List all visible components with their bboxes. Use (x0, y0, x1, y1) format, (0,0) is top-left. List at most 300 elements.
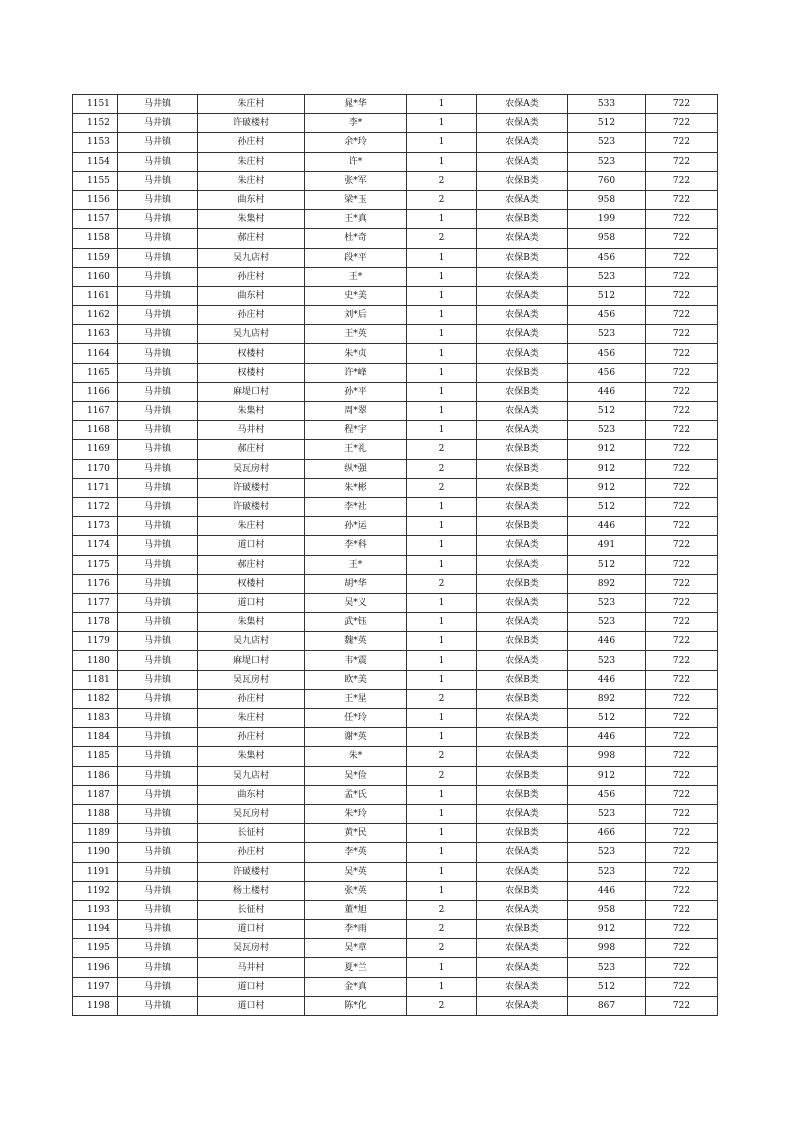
household-count-cell: 1 (407, 843, 477, 862)
row-number-cell: 1154 (73, 152, 118, 171)
insurance-type-cell: 农保B类 (477, 459, 568, 478)
village-cell: 权楼村 (198, 363, 305, 382)
row-number-cell: 1183 (73, 709, 118, 728)
amount-cell: 533 (568, 95, 646, 114)
row-number-cell: 1197 (73, 977, 118, 996)
row-number-cell: 1198 (73, 996, 118, 1015)
insurance-type-cell: 农保A类 (477, 421, 568, 440)
household-count-cell: 1 (407, 95, 477, 114)
household-count-cell: 2 (407, 229, 477, 248)
amount-cell: 523 (568, 152, 646, 171)
row-number-cell: 1193 (73, 900, 118, 919)
village-cell: 道口村 (198, 536, 305, 555)
township-cell: 马井镇 (118, 114, 198, 133)
village-cell: 麻堤口村 (198, 382, 305, 401)
village-cell: 朱集村 (198, 210, 305, 229)
insurance-type-cell: 农保B类 (477, 728, 568, 747)
table-row (73, 632, 718, 651)
township-cell: 马井镇 (118, 728, 198, 747)
name-cell: 张*英 (305, 881, 407, 900)
insurance-type-cell: 农保A类 (477, 555, 568, 574)
row-number-cell: 1182 (73, 689, 118, 708)
name-cell: 吴*英 (305, 862, 407, 881)
table-row (73, 497, 718, 516)
table-row (73, 613, 718, 632)
name-cell: 陈*化 (305, 996, 407, 1015)
name-cell: 周*翠 (305, 402, 407, 421)
township-cell: 马井镇 (118, 766, 198, 785)
insurance-type-cell: 农保B类 (477, 248, 568, 267)
insurance-type-cell: 农保B类 (477, 824, 568, 843)
table-row (73, 728, 718, 747)
household-count-cell: 1 (407, 267, 477, 286)
household-count-cell: 1 (407, 555, 477, 574)
amount-cell: 912 (568, 920, 646, 939)
name-cell: 胡*华 (305, 574, 407, 593)
table-row (73, 286, 718, 305)
table-row (73, 171, 718, 190)
amount-cell: 512 (568, 402, 646, 421)
insurance-type-cell: 农保A类 (477, 536, 568, 555)
village-cell: 孙庄村 (198, 133, 305, 152)
row-number-cell: 1196 (73, 958, 118, 977)
township-cell: 马井镇 (118, 95, 198, 114)
village-cell: 道口村 (198, 996, 305, 1015)
table-row (73, 785, 718, 804)
township-cell: 马井镇 (118, 171, 198, 190)
township-cell: 马井镇 (118, 862, 198, 881)
standard-cell: 722 (646, 939, 718, 958)
table-row (73, 747, 718, 766)
village-cell: 马井村 (198, 958, 305, 977)
amount-cell: 958 (568, 229, 646, 248)
village-cell: 孙庄村 (198, 843, 305, 862)
row-number-cell: 1168 (73, 421, 118, 440)
standard-cell: 722 (646, 229, 718, 248)
insurance-type-cell: 农保B类 (477, 766, 568, 785)
township-cell: 马井镇 (118, 574, 198, 593)
village-cell: 郝庄村 (198, 229, 305, 248)
amount-cell: 523 (568, 593, 646, 612)
household-count-cell: 1 (407, 593, 477, 612)
township-cell: 马井镇 (118, 478, 198, 497)
household-count-cell: 2 (407, 478, 477, 497)
township-cell: 马井镇 (118, 286, 198, 305)
household-count-cell: 2 (407, 190, 477, 209)
standard-cell: 722 (646, 824, 718, 843)
standard-cell: 722 (646, 613, 718, 632)
household-count-cell: 1 (407, 114, 477, 133)
row-number-cell: 1175 (73, 555, 118, 574)
standard-cell: 722 (646, 920, 718, 939)
name-cell: 晁*华 (305, 95, 407, 114)
standard-cell: 722 (646, 747, 718, 766)
row-number-cell: 1152 (73, 114, 118, 133)
township-cell: 马井镇 (118, 421, 198, 440)
insurance-type-cell: 农保B类 (477, 440, 568, 459)
insurance-type-cell: 农保A类 (477, 709, 568, 728)
standard-cell: 722 (646, 421, 718, 440)
standard-cell: 722 (646, 785, 718, 804)
name-cell: 王* (305, 555, 407, 574)
standard-cell: 722 (646, 325, 718, 344)
township-cell: 马井镇 (118, 210, 198, 229)
insurance-type-cell: 农保B类 (477, 920, 568, 939)
row-number-cell: 1163 (73, 325, 118, 344)
row-number-cell: 1180 (73, 651, 118, 670)
row-number-cell: 1172 (73, 497, 118, 516)
row-number-cell: 1192 (73, 881, 118, 900)
township-cell: 马井镇 (118, 670, 198, 689)
name-cell: 史*美 (305, 286, 407, 305)
standard-cell: 722 (646, 190, 718, 209)
amount-cell: 446 (568, 670, 646, 689)
insurance-type-cell: 农保A类 (477, 152, 568, 171)
household-count-cell: 1 (407, 306, 477, 325)
row-number-cell: 1174 (73, 536, 118, 555)
township-cell: 马井镇 (118, 536, 198, 555)
name-cell: 王*英 (305, 325, 407, 344)
household-count-cell: 1 (407, 402, 477, 421)
standard-cell: 722 (646, 459, 718, 478)
household-count-cell: 1 (407, 421, 477, 440)
name-cell: 王*星 (305, 689, 407, 708)
amount-cell: 998 (568, 747, 646, 766)
insurance-type-cell: 农保A类 (477, 497, 568, 516)
table-row (73, 804, 718, 823)
household-count-cell: 1 (407, 536, 477, 555)
name-cell: 朱*玲 (305, 804, 407, 823)
row-number-cell: 1167 (73, 402, 118, 421)
village-cell: 曲东村 (198, 785, 305, 804)
row-number-cell: 1157 (73, 210, 118, 229)
name-cell: 段*平 (305, 248, 407, 267)
insurance-type-cell: 农保A类 (477, 114, 568, 133)
household-count-cell: 1 (407, 248, 477, 267)
standard-cell: 722 (646, 536, 718, 555)
row-number-cell: 1188 (73, 804, 118, 823)
standard-cell: 722 (646, 689, 718, 708)
household-count-cell: 2 (407, 939, 477, 958)
township-cell: 马井镇 (118, 267, 198, 286)
standard-cell: 722 (646, 804, 718, 823)
row-number-cell: 1178 (73, 613, 118, 632)
amount-cell: 523 (568, 613, 646, 632)
table-row (73, 881, 718, 900)
row-number-cell: 1151 (73, 95, 118, 114)
standard-cell: 722 (646, 306, 718, 325)
name-cell: 韦*震 (305, 651, 407, 670)
household-count-cell: 1 (407, 958, 477, 977)
household-count-cell: 1 (407, 651, 477, 670)
table-row (73, 977, 718, 996)
township-cell: 马井镇 (118, 593, 198, 612)
records-table (72, 94, 718, 1016)
township-cell: 马井镇 (118, 325, 198, 344)
household-count-cell: 2 (407, 996, 477, 1015)
row-number-cell: 1187 (73, 785, 118, 804)
row-number-cell: 1156 (73, 190, 118, 209)
amount-cell: 892 (568, 689, 646, 708)
household-count-cell: 1 (407, 133, 477, 152)
amount-cell: 912 (568, 459, 646, 478)
row-number-cell: 1194 (73, 920, 118, 939)
township-cell: 马井镇 (118, 497, 198, 516)
village-cell: 长征村 (198, 900, 305, 919)
name-cell: 欧*美 (305, 670, 407, 689)
township-cell: 马井镇 (118, 900, 198, 919)
row-number-cell: 1165 (73, 363, 118, 382)
township-cell: 马井镇 (118, 517, 198, 536)
township-cell: 马井镇 (118, 363, 198, 382)
township-cell: 马井镇 (118, 920, 198, 939)
amount-cell: 523 (568, 267, 646, 286)
name-cell: 孟*氏 (305, 785, 407, 804)
standard-cell: 722 (646, 133, 718, 152)
insurance-type-cell: 农保A类 (477, 402, 568, 421)
amount-cell: 512 (568, 286, 646, 305)
table-row (73, 824, 718, 843)
village-cell: 许破楼村 (198, 478, 305, 497)
amount-cell: 512 (568, 709, 646, 728)
amount-cell: 491 (568, 536, 646, 555)
table-row (73, 114, 718, 133)
row-number-cell: 1160 (73, 267, 118, 286)
household-count-cell: 2 (407, 920, 477, 939)
village-cell: 曲东村 (198, 286, 305, 305)
household-count-cell: 1 (407, 670, 477, 689)
insurance-type-cell: 农保A类 (477, 286, 568, 305)
township-cell: 马井镇 (118, 939, 198, 958)
table-row (73, 670, 718, 689)
amount-cell: 912 (568, 766, 646, 785)
insurance-type-cell: 农保B类 (477, 632, 568, 651)
household-count-cell: 1 (407, 517, 477, 536)
insurance-type-cell: 农保A类 (477, 747, 568, 766)
village-cell: 郝庄村 (198, 440, 305, 459)
village-cell: 许破楼村 (198, 114, 305, 133)
insurance-type-cell: 农保B类 (477, 363, 568, 382)
amount-cell: 512 (568, 497, 646, 516)
name-cell: 李*雨 (305, 920, 407, 939)
household-count-cell: 2 (407, 440, 477, 459)
household-count-cell: 2 (407, 900, 477, 919)
name-cell: 王*真 (305, 210, 407, 229)
township-cell: 马井镇 (118, 843, 198, 862)
village-cell: 权楼村 (198, 574, 305, 593)
insurance-type-cell: 农保A类 (477, 977, 568, 996)
township-cell: 马井镇 (118, 152, 198, 171)
amount-cell: 512 (568, 555, 646, 574)
amount-cell: 523 (568, 421, 646, 440)
table-row (73, 306, 718, 325)
household-count-cell: 1 (407, 344, 477, 363)
household-count-cell: 1 (407, 382, 477, 401)
table-row (73, 593, 718, 612)
name-cell: 杜*奇 (305, 229, 407, 248)
insurance-type-cell: 农保A类 (477, 958, 568, 977)
row-number-cell: 1191 (73, 862, 118, 881)
township-cell: 马井镇 (118, 689, 198, 708)
table-row (73, 517, 718, 536)
township-cell: 马井镇 (118, 440, 198, 459)
township-cell: 马井镇 (118, 632, 198, 651)
household-count-cell: 1 (407, 632, 477, 651)
standard-cell: 722 (646, 593, 718, 612)
amount-cell: 446 (568, 517, 646, 536)
village-cell: 朱集村 (198, 402, 305, 421)
village-cell: 许破楼村 (198, 862, 305, 881)
amount-cell: 512 (568, 114, 646, 133)
household-count-cell: 1 (407, 152, 477, 171)
insurance-type-cell: 农保A类 (477, 651, 568, 670)
township-cell: 马井镇 (118, 977, 198, 996)
village-cell: 朱庄村 (198, 517, 305, 536)
township-cell: 马井镇 (118, 248, 198, 267)
insurance-type-cell: 农保A类 (477, 229, 568, 248)
standard-cell: 722 (646, 517, 718, 536)
row-number-cell: 1190 (73, 843, 118, 862)
name-cell: 程*宇 (305, 421, 407, 440)
amount-cell: 523 (568, 958, 646, 977)
standard-cell: 722 (646, 977, 718, 996)
township-cell: 马井镇 (118, 459, 198, 478)
standard-cell: 722 (646, 478, 718, 497)
insurance-type-cell: 农保B类 (477, 210, 568, 229)
household-count-cell: 1 (407, 728, 477, 747)
insurance-type-cell: 农保A类 (477, 133, 568, 152)
household-count-cell: 2 (407, 574, 477, 593)
name-cell: 许* (305, 152, 407, 171)
row-number-cell: 1159 (73, 248, 118, 267)
table-row (73, 229, 718, 248)
household-count-cell: 1 (407, 881, 477, 900)
amount-cell: 523 (568, 133, 646, 152)
amount-cell: 760 (568, 171, 646, 190)
township-cell: 马井镇 (118, 824, 198, 843)
standard-cell: 722 (646, 382, 718, 401)
amount-cell: 456 (568, 344, 646, 363)
village-cell: 道口村 (198, 920, 305, 939)
table-row (73, 766, 718, 785)
insurance-type-cell: 农保B类 (477, 689, 568, 708)
name-cell: 吴*俭 (305, 766, 407, 785)
name-cell: 任*玲 (305, 709, 407, 728)
standard-cell: 722 (646, 171, 718, 190)
village-cell: 马井村 (198, 421, 305, 440)
household-count-cell: 1 (407, 363, 477, 382)
township-cell: 马井镇 (118, 958, 198, 977)
household-count-cell: 1 (407, 709, 477, 728)
table-row (73, 920, 718, 939)
standard-cell: 722 (646, 843, 718, 862)
table-row (73, 709, 718, 728)
table-row (73, 152, 718, 171)
insurance-type-cell: 农保B类 (477, 171, 568, 190)
insurance-type-cell: 农保A类 (477, 344, 568, 363)
amount-cell: 466 (568, 824, 646, 843)
household-count-cell: 1 (407, 785, 477, 804)
name-cell: 李*科 (305, 536, 407, 555)
standard-cell: 722 (646, 95, 718, 114)
standard-cell: 722 (646, 728, 718, 747)
household-count-cell: 1 (407, 613, 477, 632)
township-cell: 马井镇 (118, 996, 198, 1015)
village-cell: 吴瓦房村 (198, 804, 305, 823)
village-cell: 吴九店村 (198, 632, 305, 651)
insurance-type-cell: 农保A类 (477, 843, 568, 862)
village-cell: 道口村 (198, 977, 305, 996)
amount-cell: 446 (568, 881, 646, 900)
row-number-cell: 1186 (73, 766, 118, 785)
township-cell: 马井镇 (118, 190, 198, 209)
village-cell: 孙庄村 (198, 306, 305, 325)
standard-cell: 722 (646, 497, 718, 516)
village-cell: 道口村 (198, 593, 305, 612)
standard-cell: 722 (646, 574, 718, 593)
name-cell: 李*英 (305, 843, 407, 862)
row-number-cell: 1162 (73, 306, 118, 325)
table-row (73, 210, 718, 229)
standard-cell: 722 (646, 286, 718, 305)
township-cell: 马井镇 (118, 344, 198, 363)
standard-cell: 722 (646, 881, 718, 900)
village-cell: 朱庄村 (198, 152, 305, 171)
insurance-type-cell: 农保A类 (477, 190, 568, 209)
village-cell: 吴瓦房村 (198, 939, 305, 958)
insurance-type-cell: 农保A类 (477, 306, 568, 325)
household-count-cell: 2 (407, 459, 477, 478)
village-cell: 吴九店村 (198, 325, 305, 344)
table-row (73, 651, 718, 670)
amount-cell: 512 (568, 977, 646, 996)
household-count-cell: 1 (407, 325, 477, 344)
name-cell: 梁*玉 (305, 190, 407, 209)
household-count-cell: 1 (407, 862, 477, 881)
name-cell: 魏*英 (305, 632, 407, 651)
insurance-type-cell: 农保B类 (477, 382, 568, 401)
row-number-cell: 1185 (73, 747, 118, 766)
village-cell: 朱集村 (198, 613, 305, 632)
amount-cell: 446 (568, 632, 646, 651)
standard-cell: 722 (646, 766, 718, 785)
row-number-cell: 1179 (73, 632, 118, 651)
household-count-cell: 2 (407, 171, 477, 190)
village-cell: 朱庄村 (198, 171, 305, 190)
township-cell: 马井镇 (118, 382, 198, 401)
standard-cell: 722 (646, 958, 718, 977)
village-cell: 权楼村 (198, 344, 305, 363)
row-number-cell: 1164 (73, 344, 118, 363)
amount-cell: 958 (568, 900, 646, 919)
name-cell: 孙*平 (305, 382, 407, 401)
table-row (73, 574, 718, 593)
village-cell: 朱庄村 (198, 95, 305, 114)
insurance-type-cell: 农保A类 (477, 804, 568, 823)
household-count-cell: 1 (407, 804, 477, 823)
row-number-cell: 1189 (73, 824, 118, 843)
name-cell: 李*社 (305, 497, 407, 516)
standard-cell: 722 (646, 862, 718, 881)
insurance-type-cell: 农保A类 (477, 325, 568, 344)
insurance-type-cell: 农保B类 (477, 478, 568, 497)
amount-cell: 523 (568, 862, 646, 881)
insurance-type-cell: 农保A类 (477, 996, 568, 1015)
village-cell: 吴瓦房村 (198, 459, 305, 478)
township-cell: 马井镇 (118, 804, 198, 823)
standard-cell: 722 (646, 114, 718, 133)
township-cell: 马井镇 (118, 785, 198, 804)
